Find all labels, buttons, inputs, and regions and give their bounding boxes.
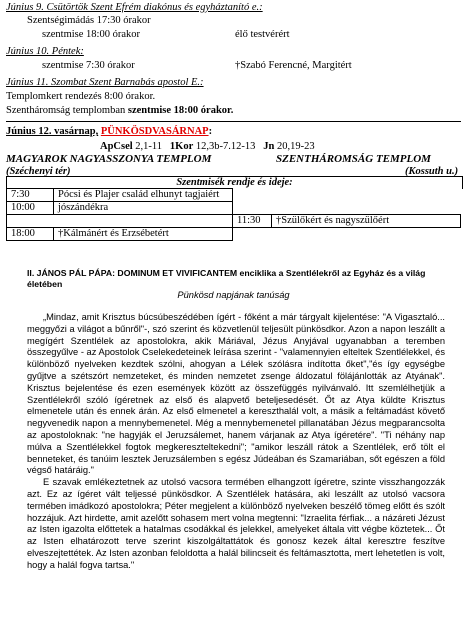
saturday-mass-time: szentmise 18:00 órakor. xyxy=(127,105,234,116)
friday-mass-intention: †Szabó Ferencné, Margitért xyxy=(235,60,352,71)
article-body xyxy=(27,312,445,572)
table-row xyxy=(7,228,461,241)
reading-2-verse: 12,3b-7.12-13 xyxy=(193,141,256,152)
article-subtitle: Pünkösd napjának tanúság xyxy=(177,290,290,300)
reading-1-book: ApCsel xyxy=(100,141,133,152)
reading-1-verse: 2,1-11 xyxy=(132,141,163,152)
saturday-garden: Templomkert rendezés 8:00 órakor. xyxy=(6,91,156,102)
reading-2-book: 1Kor xyxy=(169,141,194,152)
mass-intention: jószándékra xyxy=(54,202,233,215)
article-title: II. JÁNOS PÁL PÁPA: DOMINUM ET VIVIFICANTEM enciklika a Szentlélekről az Egyház és a világ életében xyxy=(27,268,426,289)
article-paragraph: „Mindaz, amit Krisztus búcsúbeszédében ígért - főként a már tárgyalt kijelentése: "A Vigasztaló... meggyőzi a világot a bűnről"-, szó szerint és közvetlenül teljesült pünkösdkor. Azon a napon leszállt a megígért Szentlélek az apostolokra, akik Máriával, Jézus Anyjával ugyanabban a teremben összegyűlve - az Apostolok Cselekedeteinek leírása szerint - "valamennyien elteltek Szentlélekkel, és különböző nyelveken kezdtek szólni, ahogyan a Lélek szólásra indította őket","és így egységbe gyűjtve a szétszórt nemzeteket, és minden nemzetet zsenge áldozatul fölájánlották az Atyának". Krisztus bejelentése és ezen események között az összefüggés nyilvánvaló. Itt szemlélhetjük a Szentlélekről szóló ígéretnek az első és alapvető beteljesedését. Őt az Atya küldte Krisztus elmenetele után és ennek árán. Az első elmenetel a kereszthalál volt, a másik a feltámadást követő negyvenedik napon a mennybemenetel. Még a mennybemenetel pillanatában Jézus megparancsolta az apostoloknak: "ne hagyják el Jeruzsálemet, hanem várjanak az Atya ígéretére". "Ti néhány nap múlva a Szentlélekkel fogtok megkereszteltekedni"; "amikor leszáll rátok a Szentlélek, erő tölt el benneteket, és tanúim lesztek Jeruzsálemben s egész Júdeában és Szamariában, sőt egészen a föld végső határáig." xyxy=(27,312,445,476)
mass-time: 18:00 xyxy=(7,228,54,241)
empty-cell xyxy=(233,202,272,215)
sunday-heading xyxy=(6,126,212,138)
thursday-mass-intention: élő testvérért xyxy=(235,29,290,40)
thursday-adoration: Szentségimádás 17:30 órakor xyxy=(27,15,151,26)
empty-cell xyxy=(272,202,461,215)
thursday-mass: szentmise 18:00 órakor xyxy=(42,29,140,40)
section-divider xyxy=(6,121,461,122)
friday-heading: Június 10. Péntek: xyxy=(6,46,84,57)
empty-cell xyxy=(233,228,272,241)
mass-intention: †Kálmánért és Erzsébetért xyxy=(54,228,233,241)
church-left-location: (Széchenyi tér) xyxy=(6,166,71,177)
mass-intention: Pócsi és Plajer család elhunyt tagjaiért xyxy=(54,189,233,202)
mass-table xyxy=(6,188,461,241)
empty-cell xyxy=(54,215,233,228)
friday-mass: szentmise 7:30 órakor xyxy=(42,60,135,71)
empty-cell xyxy=(272,189,461,202)
mass-time: 7:30 xyxy=(7,189,54,202)
reading-3-book: Jn xyxy=(263,141,275,152)
saturday-mass xyxy=(6,105,233,117)
sunday-readings xyxy=(100,141,315,153)
reading-3-verse: 20,19-23 xyxy=(274,141,315,152)
sunday-date: Június 12. vasárnap, xyxy=(6,126,99,137)
mass-time: 10:00 xyxy=(7,202,54,215)
saturday-mass-location: Szentháromság templomban xyxy=(6,105,128,116)
mass-intention: †Szülőkért és nagyszülőért xyxy=(272,215,461,228)
mass-time: 11:30 xyxy=(233,215,272,228)
thursday-heading: Június 9. Csütörtök Szent Efrém diakónus és egyháztanító e.: xyxy=(6,2,263,13)
table-row xyxy=(7,189,461,202)
empty-cell xyxy=(272,228,461,241)
article-paragraph: E szavak emlékeztetnek az utolsó vacsora termében elhangzott ígéretre, szinte visszhangozzák azt. Ez az ígéret vált teljessé pünkösdkor. A Szentlélek hatására, aki leszállt az utolsó vacsora termében imádkozó apostolokra; Péter megjelent a különböző nyelveken beszélő tömeg előtt és szólt hozzájuk. Azt hirdette, amit azelőtt sohasem mert volna megtenni: "Izraelita férfiak... a názáreti Jézust az Isten igazolta előttetek a hatalmas csodákkal és jelekkel, amelyeket általa vitt végbe köztetek... Őt az Isten elhatározott terve szerint kiszolgáltattátok és gonosz kezek által keresztre feszítve elveszejtettétek. Az Isten azonban feloldotta a halál bilincseit és feltámasztotta, mert lehetetlen is volt, hogy a halál fogva tartsa." xyxy=(27,477,445,570)
table-row xyxy=(7,215,461,228)
church-right-name: SZENTHÁROMSÁG TEMPLOM xyxy=(276,153,431,165)
mass-table-header: Szentmisék rendje és ideje: xyxy=(6,176,463,189)
table-row xyxy=(7,202,461,215)
empty-cell xyxy=(233,189,272,202)
church-left-name: MAGYAROK NAGYASSZONYA TEMPLOM xyxy=(6,153,212,165)
church-right-location: (Kossuth u.) xyxy=(405,166,459,177)
sunday-colon: : xyxy=(208,126,213,137)
sunday-feast: PÜNKÖSDVASÁRNAP xyxy=(100,126,209,137)
saturday-heading: Június 11. Szombat Szent Barnabás apostol E.: xyxy=(6,77,204,88)
empty-cell xyxy=(7,215,54,228)
